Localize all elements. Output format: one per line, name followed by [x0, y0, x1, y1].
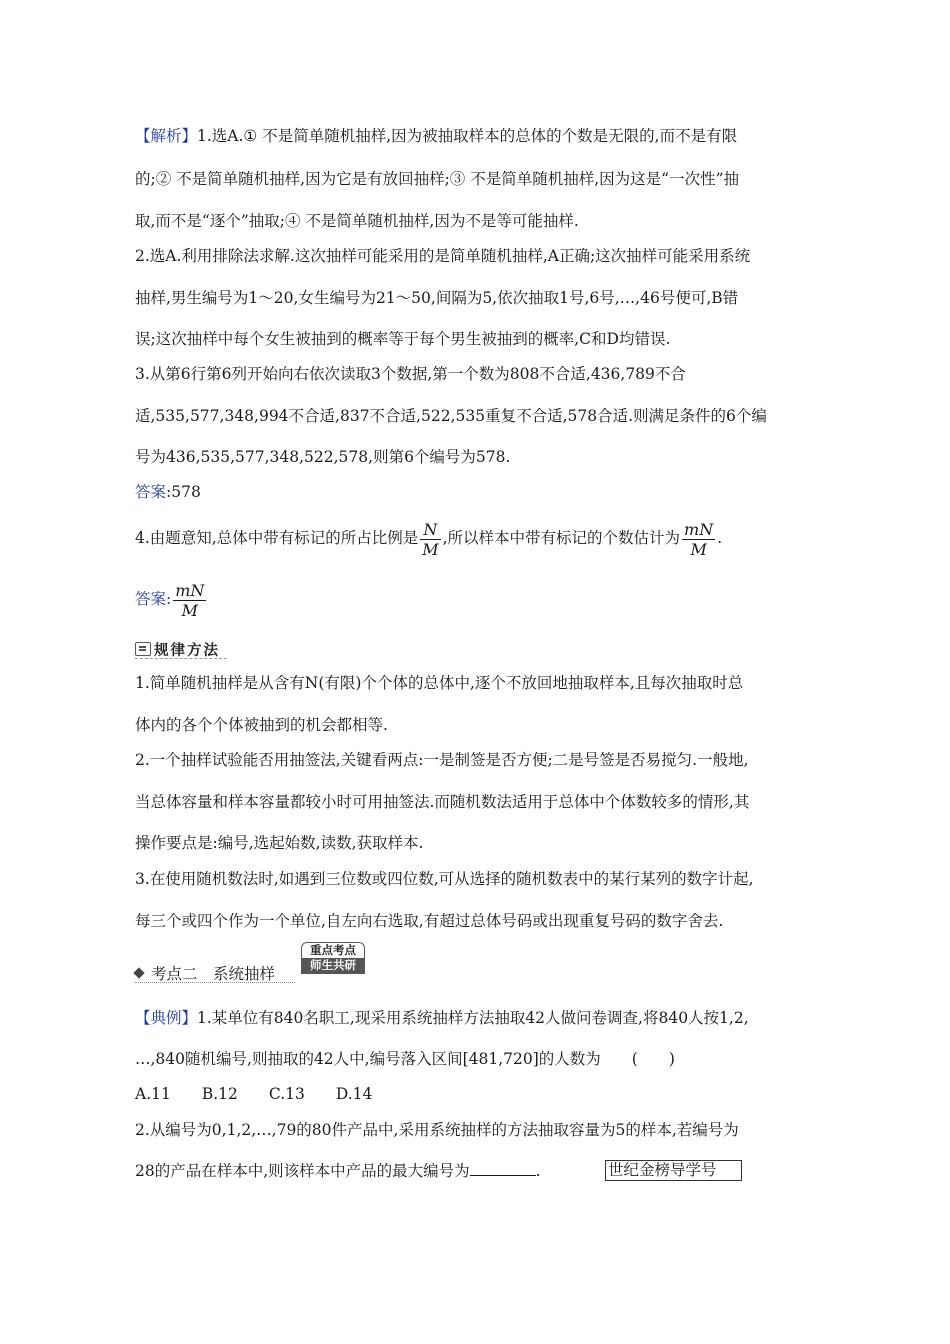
- analysis-line-3: 取,而不是“逐个”抽取;④ 不是简单随机抽样,因为不是等可能抽样.: [135, 212, 579, 230]
- analysis-line-1: 【解析】1.选A.① 不是简单随机抽样,因为被抽取样本的总体的个数是无限的,而不是有限: [135, 127, 738, 145]
- section-heading: 考点二 系统抽样: [135, 962, 275, 984]
- fraction-answer: $\frac{mN}{M}$: [175, 580, 205, 620]
- example-line-1: 【典例】1.某单位有840名职工,现采用系统抽样方法抽取42人做问卷调查,将840人按1,2,: [135, 1009, 749, 1027]
- answer-blank[interactable]: [470, 1161, 536, 1176]
- method-line-5: 操作要点是:编号,选起始数,读数,获取样本.: [135, 834, 424, 852]
- method-heading: 规律方法: [135, 640, 220, 658]
- example-line-4: 28的产品在样本中,则该样本中产品的最大编号为 .: [135, 1162, 541, 1180]
- note-icon: [135, 642, 151, 656]
- method-line-3: 2.一个抽样试验能否用抽签法,关键看两点:一是制签是否方便;二是号签是否易搅匀.一般地,: [135, 751, 749, 769]
- method-line-2: 体内的各个个体被抽到的机会都相等.: [135, 716, 388, 734]
- fraction-n-over-m: $\frac{N}{M}$: [422, 519, 439, 559]
- section-underline: [135, 982, 295, 983]
- answer-3: 答案:578: [135, 483, 201, 501]
- fraction-mn-over-m: $\frac{mN}{M}$: [684, 519, 714, 559]
- source-tag: 世纪金榜导学号: [605, 1160, 742, 1181]
- analysis-line-6: 误;这次抽样中每个女生被抽到的概率等于每个男生被抽到的概率,C和D均错误.: [135, 330, 671, 348]
- method-line-1: 1.简单随机抽样是从含有N(有限)个个体的总体中,逐个不放回地抽取样本,且每次抽取时总: [135, 674, 744, 692]
- analysis-label: 【解析】: [135, 127, 198, 145]
- diamond-icon: [133, 967, 144, 978]
- section-badge: 重点考点 师生共研: [301, 942, 365, 974]
- analysis-line-7: 3.从第6行第6列开始向右依次读取3个数据,第一个数为808不合适,436,789不合: [135, 365, 686, 383]
- analysis-line-2: 的;② 不是简单随机抽样,因为它是有放回抽样;③ 不是简单随机抽样,因为这是“一次性”抽: [135, 170, 740, 188]
- heading-divider: [135, 658, 227, 660]
- analysis-line-9: 号为436,535,577,348,522,578,则第6个编号为578.: [135, 448, 511, 466]
- method-line-7: 每三个或四个作为一个单位,自左向右选取,有超过总体号码或出现重复号码的数字舍去.: [135, 912, 724, 930]
- analysis-line-8: 适,535,577,348,994不合适,837不合适,522,535重复不合适,578合适.则满足条件的6个编: [135, 407, 767, 425]
- method-line-4: 当总体容量和样本容量都较小时可用抽签法.而随机数法适用于总体中个体数较多的情形,其: [135, 793, 750, 811]
- answer-4: 答案: $\frac{mN}{M}$: [135, 580, 205, 620]
- method-line-6: 3.在使用随机数法时,如遇到三位数或四位数,可从选择的随机数表中的某行某列的数字计起,: [135, 870, 754, 888]
- analysis-line-4: 2.选A.利用排除法求解.这次抽样可能采用的是简单随机抽样,A正确;这次抽样可能采用系统: [135, 247, 751, 265]
- example-options: A.11 B.12 C.13 D.14: [135, 1085, 373, 1103]
- example-line-3: 2.从编号为0,1,2,…,79的80件产品中,采用系统抽样的方法抽取容量为5的样本,若编号为: [135, 1121, 739, 1139]
- analysis-line-10: 4.由题意知,总体中带有标记的所占比例是 $\frac{N}{M}$ ,所以样本中带有标记的个数估计为 $\frac{mN}{M}$ .: [135, 519, 723, 559]
- example-line-2: …,840随机编号,则抽取的42人中,编号落入区间[481,720]的人数为 ( ): [135, 1050, 675, 1068]
- analysis-line-5: 抽样,男生编号为1～20,女生编号为21～50,间隔为5,依次抽取1号,6号,…,46号便可,B错: [135, 289, 739, 307]
